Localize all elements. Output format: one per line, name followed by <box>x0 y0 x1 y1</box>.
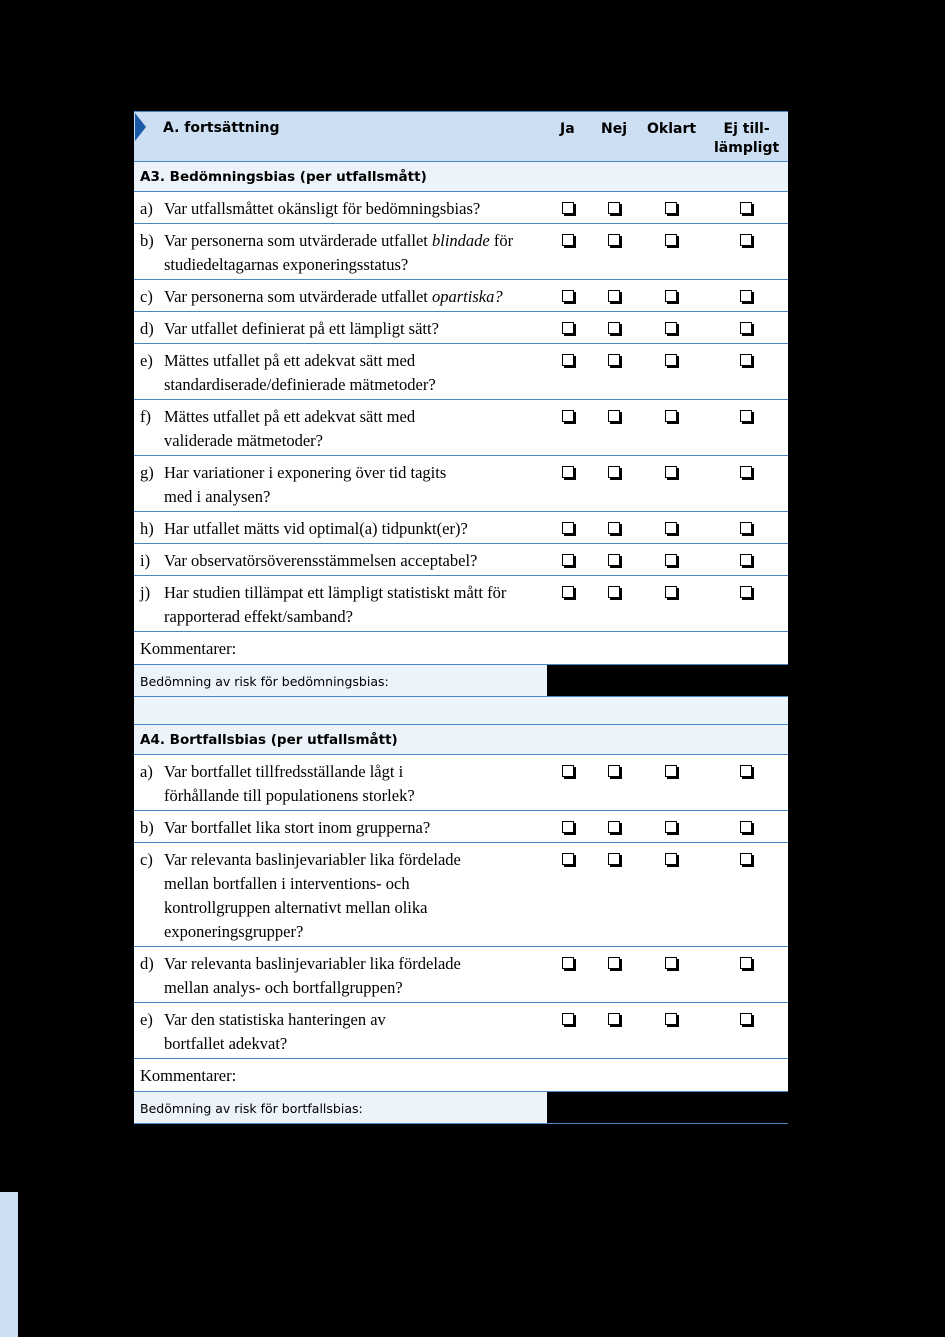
question-letter: a) <box>140 762 153 781</box>
question-letter: f) <box>140 407 151 426</box>
checkbox-ja[interactable] <box>562 853 574 865</box>
question-row <box>134 312 788 344</box>
checkbox-ej-tillampligt[interactable] <box>740 354 752 366</box>
checkbox-nej[interactable] <box>608 1013 620 1025</box>
question-letter: c) <box>140 287 153 306</box>
question-text: Har utfallet mätts vid optimal(a) tidpunkt(er)? <box>164 519 468 538</box>
checkbox-nej[interactable] <box>608 821 620 833</box>
checkbox-ja[interactable] <box>562 290 574 302</box>
question-row <box>134 280 788 312</box>
column-ej-tillampligt: Ej till- lämpligt <box>714 121 780 156</box>
checkbox-nej[interactable] <box>608 522 620 534</box>
section-spacer <box>134 697 788 725</box>
question-text: Var den statistiska hanteringen av bortfallet adekvat? <box>164 1010 386 1053</box>
checkbox-nej[interactable] <box>608 554 620 566</box>
question-letter: b) <box>140 818 154 837</box>
question-letter: h) <box>140 519 154 538</box>
checkbox-ja[interactable] <box>562 554 574 566</box>
checkbox-ja[interactable] <box>562 410 574 422</box>
checkbox-ja[interactable] <box>562 1013 574 1025</box>
question-letter: e) <box>140 351 153 370</box>
risk-label: Bedömning av risk för bedömningsbias: <box>134 665 547 696</box>
checkbox-ej-tillampligt[interactable] <box>740 765 752 777</box>
column-ja: Ja <box>560 121 575 137</box>
question-row <box>134 400 788 456</box>
section-title: A3. Bedömningsbias (per utfallsmått) <box>134 162 788 192</box>
checkbox-nej[interactable] <box>608 234 620 246</box>
checkbox-oklart[interactable] <box>665 821 677 833</box>
checkbox-ja[interactable] <box>562 586 574 598</box>
question-text: Var utfallsmåttet okänsligt för bedömningsbias? <box>164 199 481 218</box>
checkbox-oklart[interactable] <box>665 322 677 334</box>
comments-field[interactable]: Kommentarer: <box>134 1059 788 1092</box>
question-text: Har variationer i exponering över tid tagits med i analysen? <box>164 463 447 506</box>
checkbox-oklart[interactable] <box>665 765 677 777</box>
checkbox-ja[interactable] <box>562 522 574 534</box>
checkbox-nej[interactable] <box>608 765 620 777</box>
question-text: Mättes utfallet på ett adekvat sätt med standardiserade/definierade mätmetoder? <box>164 351 436 394</box>
checkbox-ja[interactable] <box>562 765 574 777</box>
checkbox-ej-tillampligt[interactable] <box>740 290 752 302</box>
checkbox-ej-tillampligt[interactable] <box>740 202 752 214</box>
checkbox-nej[interactable] <box>608 410 620 422</box>
checkbox-ej-tillampligt[interactable] <box>740 410 752 422</box>
question-row <box>134 192 788 224</box>
question-letter: e) <box>140 1010 153 1029</box>
risk-assessment-field[interactable] <box>547 1092 788 1123</box>
question-letter: a) <box>140 199 153 218</box>
column-oklart: Oklart <box>647 121 697 137</box>
checklist-table <box>134 111 788 1124</box>
checkbox-oklart[interactable] <box>665 957 677 969</box>
question-row <box>134 344 788 400</box>
question-text: Var relevanta baslinjevariabler lika fördelade mellan analys- och bortfallgruppen? <box>164 954 461 997</box>
question-letter: d) <box>140 319 154 338</box>
checkbox-nej[interactable] <box>608 466 620 478</box>
checkbox-oklart[interactable] <box>665 410 677 422</box>
checkbox-ej-tillampligt[interactable] <box>740 554 752 566</box>
risk-assessment-row <box>134 1092 788 1124</box>
question-text: Mättes utfallet på ett adekvat sätt med validerade mätmetoder? <box>164 407 416 450</box>
checkbox-ja[interactable] <box>562 354 574 366</box>
comments-field[interactable]: Kommentarer: <box>134 632 788 665</box>
checkbox-nej[interactable] <box>608 202 620 214</box>
checkbox-ej-tillampligt[interactable] <box>740 522 752 534</box>
checkbox-oklart[interactable] <box>665 1013 677 1025</box>
checkbox-ja[interactable] <box>562 821 574 833</box>
checkbox-nej[interactable] <box>608 853 620 865</box>
risk-assessment-row <box>134 665 788 697</box>
checkbox-nej[interactable] <box>608 586 620 598</box>
checkbox-nej[interactable] <box>608 322 620 334</box>
checkbox-ej-tillampligt[interactable] <box>740 821 752 833</box>
question-row <box>134 544 788 576</box>
question-row <box>134 512 788 544</box>
checkbox-ja[interactable] <box>562 202 574 214</box>
question-letter: d) <box>140 954 154 973</box>
question-text: Var bortfallet lika stort inom grupperna? <box>164 818 431 837</box>
checkbox-oklart[interactable] <box>665 522 677 534</box>
triangle-marker-icon <box>135 113 146 141</box>
question-letter: b) <box>140 231 154 250</box>
checkbox-oklart[interactable] <box>665 202 677 214</box>
section-title: A4. Bortfallsbias (per utfallsmått) <box>134 725 788 755</box>
checkbox-oklart[interactable] <box>665 234 677 246</box>
checkbox-ej-tillampligt[interactable] <box>740 466 752 478</box>
question-row <box>134 947 788 1003</box>
question-text: Har studien tillämpat ett lämpligt statistiskt mått för rapporterad effekt/samband? <box>164 583 507 626</box>
risk-assessment-field[interactable] <box>547 665 788 696</box>
checkbox-ej-tillampligt[interactable] <box>740 322 752 334</box>
checkbox-ja[interactable] <box>562 322 574 334</box>
question-row <box>134 576 788 632</box>
question-text: Var relevanta baslinjevariabler lika fördelade mellan bortfallen i interventions- och kontrollgruppen alternativt mellan olika exponeringsgrupper? <box>164 850 461 941</box>
question-text: Var utfallet definierat på ett lämpligt sätt? <box>164 319 439 338</box>
checkbox-ej-tillampligt[interactable] <box>740 586 752 598</box>
checkbox-oklart[interactable] <box>665 554 677 566</box>
question-text: Var personerna som utvärderade utfallet blindade för studiedeltagarnas exponeringsstatus? <box>164 231 514 274</box>
question-text: Var observatörsöverensstämmelsen acceptabel? <box>164 551 478 570</box>
checkbox-oklart[interactable] <box>665 853 677 865</box>
question-text: Var personerna som utvärderade utfallet opartiska? <box>164 287 503 306</box>
question-row <box>134 755 788 811</box>
checkbox-nej[interactable] <box>608 354 620 366</box>
question-letter: c) <box>140 850 153 869</box>
checkbox-ja[interactable] <box>562 466 574 478</box>
question-text: Var bortfallet tillfredsställande lågt i förhållande till populationens storlek? <box>164 762 415 805</box>
checkbox-ej-tillampligt[interactable] <box>740 957 752 969</box>
checkbox-oklart[interactable] <box>665 466 677 478</box>
table-title: A. fortsättning <box>163 120 280 136</box>
checkbox-ej-tillampligt[interactable] <box>740 234 752 246</box>
question-letter: g) <box>140 463 154 482</box>
question-row <box>134 456 788 512</box>
question-letter: i) <box>140 551 151 570</box>
checkbox-ja[interactable] <box>562 234 574 246</box>
risk-label: Bedömning av risk för bortfallsbias: <box>134 1092 547 1123</box>
table-header <box>134 111 788 162</box>
question-row <box>134 843 788 947</box>
column-nej: Nej <box>601 121 628 137</box>
checkbox-ej-tillampligt[interactable] <box>740 853 752 865</box>
question-letter: j) <box>140 583 151 602</box>
checkbox-oklart[interactable] <box>665 354 677 366</box>
question-row <box>134 811 788 843</box>
question-row <box>134 224 788 280</box>
checkbox-ja[interactable] <box>562 957 574 969</box>
question-row <box>134 1003 788 1059</box>
checkbox-nej[interactable] <box>608 957 620 969</box>
checkbox-oklart[interactable] <box>665 586 677 598</box>
checkbox-oklart[interactable] <box>665 290 677 302</box>
checkbox-ej-tillampligt[interactable] <box>740 1013 752 1025</box>
side-tab <box>0 1192 18 1337</box>
checkbox-nej[interactable] <box>608 290 620 302</box>
